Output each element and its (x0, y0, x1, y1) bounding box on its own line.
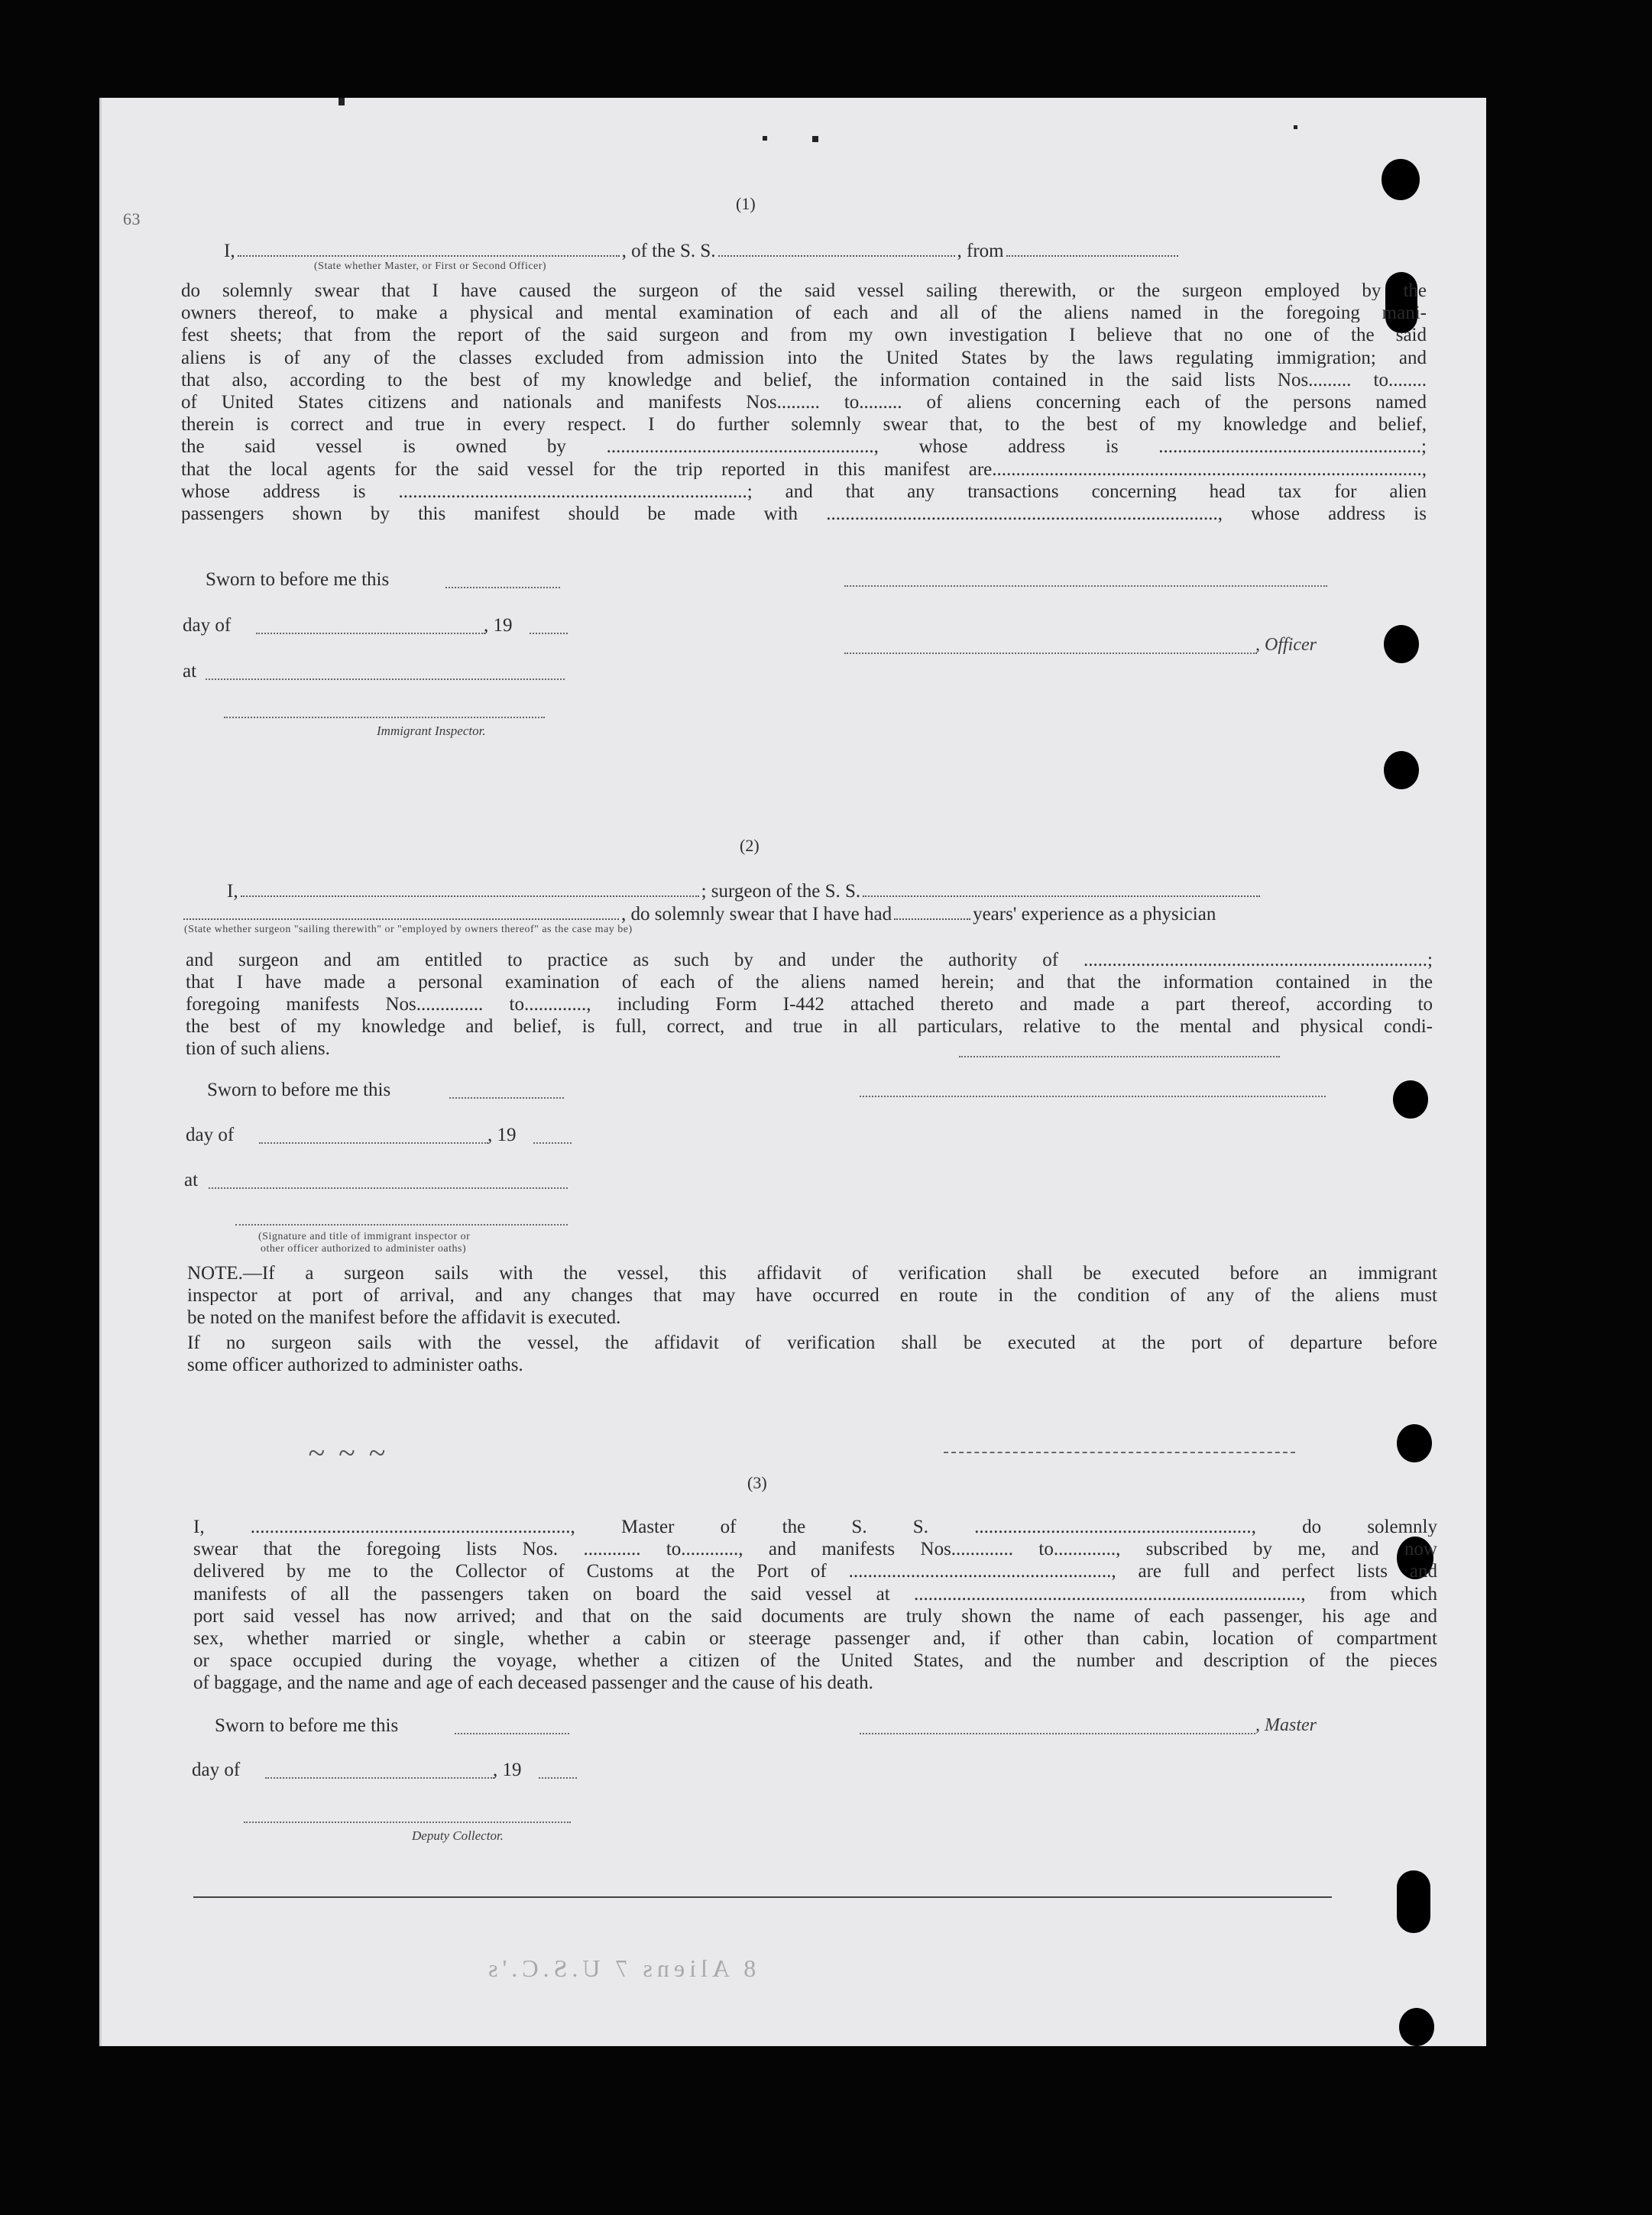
year-label: , 19 (493, 1760, 522, 1780)
document-page (99, 98, 1486, 2046)
body-line: the best of my knowledge and belief, is full, correct, and true in all particulars, relative to the mental and physical condi- (186, 1017, 1433, 1036)
stamp-number: 63 (123, 209, 141, 228)
sworn-label: Sworn to before me this (206, 569, 390, 590)
at-blank (209, 1187, 568, 1189)
officer-blank (238, 255, 620, 257)
day-blank (256, 633, 485, 634)
body-line: therein is correct and true in every respect. I do further solemnly swear that, to the best of my knowledge and belief, (181, 415, 1427, 435)
at-blank (206, 678, 565, 680)
reversed-stamp: 8 Aliens 7 U.S.C.'s (484, 1954, 756, 1982)
body-line: passengers shown by this manifest should be made with .................................................................................., whose address is (181, 504, 1427, 523)
body-line: I, ..................................................................., Master of the S. S. .........................................................., do solemnly (193, 1517, 1437, 1537)
section-2-number: (2) (740, 836, 760, 855)
sworn-blank (445, 587, 560, 588)
section-3-number: (3) (747, 1473, 767, 1492)
sworn-label: Sworn to before me this (215, 1715, 399, 1736)
sworn-blank (449, 1097, 564, 1099)
body-line: fest sheets; that from the report of the said surgeon and from my own investigation I believe that no one of the said (181, 325, 1427, 345)
body-line: the said vessel is owned by ........................................................, whose address is .......................................................; (181, 437, 1427, 457)
from-blank (1006, 255, 1178, 257)
day-of-label: day of (192, 1760, 241, 1780)
note-last-line: be noted on the manifest before the affidavit is executed. (187, 1307, 621, 1328)
note2-last-line: some officer authorized to administer oaths. (187, 1355, 523, 1375)
body-line: or space occupied during the voyage, whether a citizen of the United States, and the number and description of the pieces (193, 1651, 1437, 1671)
day-of-label: day of (186, 1125, 235, 1145)
binder-hole (1384, 625, 1419, 663)
note-line: If no surgeon sails with the vessel, the affidavit of verification shall be executed at the port of departure before (187, 1333, 1437, 1352)
body-line: port said vessel has now arrived; and that on the said documents are truly shown the name of each passenger, his age and (193, 1606, 1437, 1626)
binder-hole (1382, 159, 1420, 200)
surgeon-vessel-blank (863, 895, 1260, 897)
day-of-label: day of (183, 615, 232, 636)
handwritten-mark: ~ ~ ~ (308, 1436, 388, 1470)
master-signature-line (860, 1733, 1255, 1734)
scan-speck (338, 98, 345, 105)
binder-hole (1397, 1424, 1432, 1462)
binder-hole (1393, 1080, 1428, 1119)
section-1-number: (1) (736, 194, 756, 213)
of-ss-text: , of the S. S. (621, 241, 716, 261)
binder-hole (1397, 1870, 1430, 1933)
surgeon-note: (State whether surgeon "sailing therewith" or "employed by owners thereof" as the case may be) (184, 924, 633, 935)
body-line: aliens is of any of the classes excluded from admission into the United States by the laws regulating immigration; and (181, 348, 1427, 368)
signature-dashes (944, 1452, 1295, 1453)
inspector-signature-line (235, 1224, 568, 1226)
surgeon-signature-line-2 (860, 1096, 1326, 1097)
body-line: that I have made a personal examination of each of the aliens named herein; and that the information contained in the (186, 973, 1433, 992)
year-blank (533, 1142, 572, 1144)
body-line: of United States citizens and nationals and manifests Nos......... to......... of aliens concerning each of the persons named (181, 393, 1427, 412)
body-line: swear that the foregoing lists Nos. ............ to............, and manifests Nos............. to............., subscribed by me, and now (193, 1540, 1437, 1559)
sworn-label: Sworn to before me this (207, 1080, 391, 1100)
day-blank (265, 1777, 494, 1779)
officer-signature-line-2 (844, 653, 1257, 654)
at-label: at (183, 661, 197, 682)
scan-speck (763, 136, 767, 141)
binder-hole (1384, 751, 1419, 789)
section-2-last-line: tion of such aliens. (186, 1038, 330, 1059)
lead-text: I, (224, 241, 235, 261)
year-label: , 19 (484, 615, 513, 636)
binder-hole (1399, 2008, 1434, 2046)
sig-note-1: (Signature and title of immigrant inspector or (258, 1231, 471, 1242)
officer-caption: , Officer (1255, 635, 1317, 655)
scan-speck (1294, 125, 1297, 129)
inspector-caption: Immigrant Inspector. (377, 724, 486, 738)
year-blank (530, 633, 568, 634)
year-blank (539, 1777, 577, 1779)
section-1-first-line (224, 241, 1181, 261)
note-line: inspector at port of arrival, and any changes that may have occurred en route in the condition of any of the aliens must (187, 1286, 1437, 1305)
body-line: do solemnly swear that I have caused the surgeon of the said vessel sailing therewith, or the surgeon employed by the (181, 281, 1427, 300)
body-line: that the local agents for the said vessel for the trip reported in this manifest are.........................................................................................., (181, 459, 1427, 479)
body-line: and surgeon and am entitled to practice as such by and under the authority of ........................................................................; (186, 950, 1433, 970)
master-caption: , Master (1255, 1715, 1317, 1735)
surgeon-of-text: ; surgeon of the S. S. (701, 881, 861, 902)
sig-note-2: other officer authorized to administer oaths) (261, 1243, 467, 1255)
body-line: owners thereof, to make a physical and mental examination of each and all of the aliens named in the foregoing mani- (181, 303, 1427, 323)
body-line: whose address is .........................................................................; and that any transactions concerning head tax for alien (181, 481, 1427, 501)
section-2-first-line (227, 882, 1262, 901)
bottom-rule (193, 1896, 1332, 1898)
year-label: , 19 (488, 1125, 517, 1145)
years-text: years' experience as a physician (973, 904, 1216, 925)
swear-text: , do solemnly swear that I have had (621, 904, 892, 925)
officer-note: (State whether Master, or First or Second Officer) (314, 261, 547, 272)
body-line: foregoing manifests Nos.............. to............., including Form I-442 attached thereto and made a part thereof, according to (186, 995, 1433, 1014)
section-3-last-line: of baggage, and the name and age of each deceased passenger and the cause of his death. (193, 1673, 873, 1693)
at-label: at (184, 1170, 199, 1190)
surgeon-name-blank (241, 895, 699, 897)
from-text: , from (957, 241, 1004, 261)
years-blank (894, 918, 970, 920)
body-line: manifests of all the passengers taken on board the said vessel at ................................................................................., from which (193, 1584, 1437, 1604)
surgeon-signature-line-1 (959, 1056, 1280, 1057)
officer-signature-line-1 (844, 585, 1327, 587)
body-line: that also, according to the best of my knowledge and belief, the information contained in the said lists Nos......... to........ (181, 370, 1427, 390)
day-blank (259, 1142, 488, 1144)
body-line: delivered by me to the Collector of Customs at the Port of ......................................................., are full and perfect lists and (193, 1562, 1437, 1582)
body-line: sex, whether married or single, whether a cabin or steerage passenger and, if other than cabin, location of compartment (193, 1629, 1437, 1648)
scan-speck (812, 136, 818, 142)
section-2-second-line (181, 905, 1216, 924)
collector-caption: Deputy Collector. (412, 1828, 504, 1843)
note-line: NOTE.—If a surgeon sails with the vessel, this affidavit of verification shall be executed before an immigrant (187, 1264, 1437, 1283)
surgeon-type-blank (183, 918, 619, 920)
lead-text: I, (227, 881, 238, 902)
sworn-blank (455, 1733, 569, 1734)
vessel-blank (718, 255, 955, 257)
inspector-signature-line (224, 717, 545, 718)
collector-signature-line (244, 1822, 571, 1823)
